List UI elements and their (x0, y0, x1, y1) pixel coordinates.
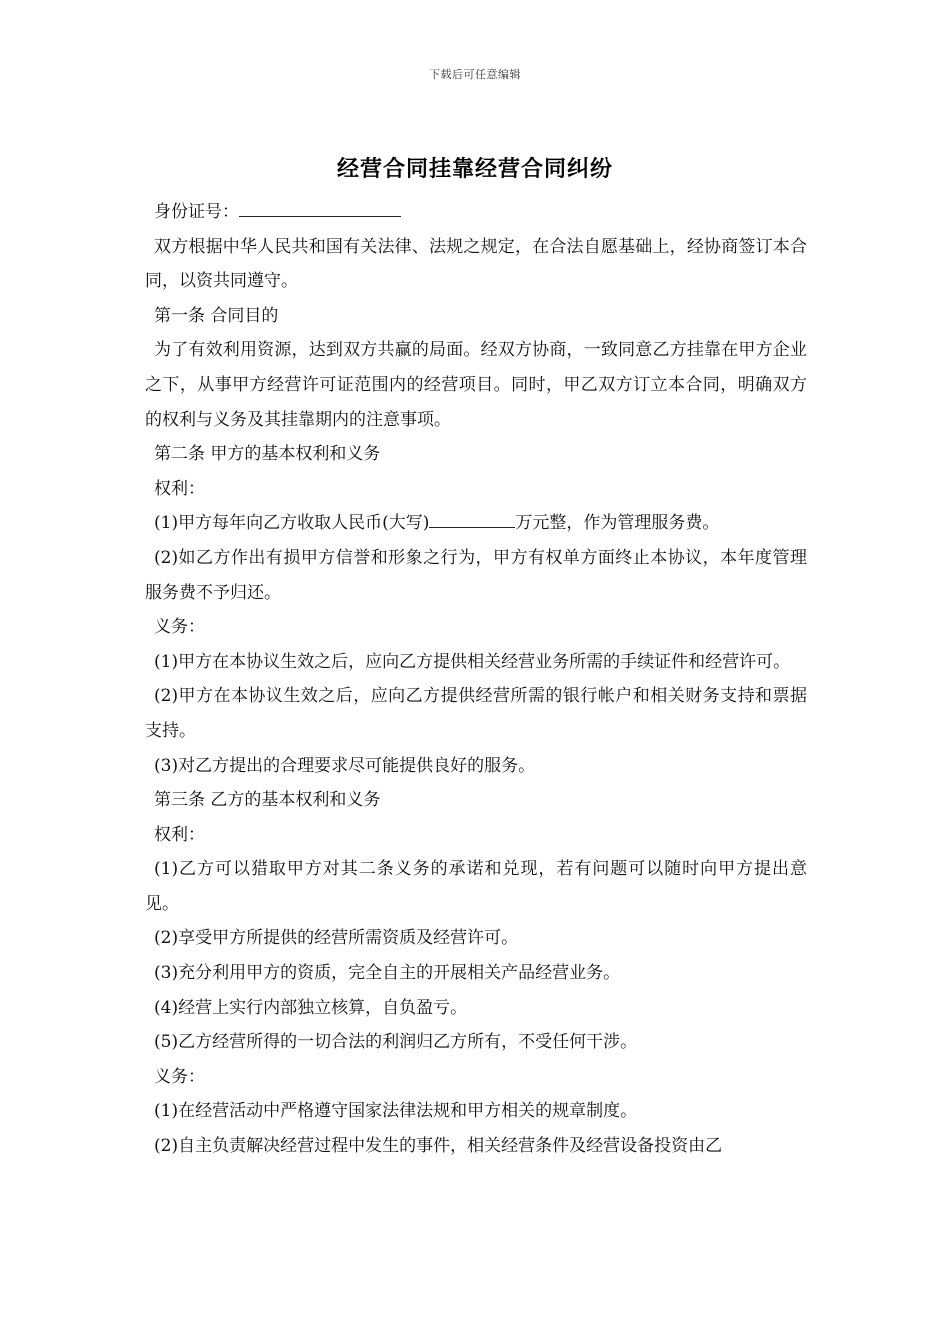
id-number-line (145, 195, 807, 230)
article-3-rights-label: 权利： (154, 824, 205, 845)
article-1-text: 为了有效利用资源，达到双方共赢的局面。经双方协商，一致同意乙方挂靠在甲方企业之下，从事甲方经营许可证范围内的经营项目。同时，甲乙双方订立本合同，明确双方的权利与义务及其挂靠期内的注意事项。 (145, 340, 807, 430)
article-2-duty-2: (2)甲方在本协议生效之后，应向乙方提供经营所需的银行帐户和相关财务支持和票据支持。 (145, 686, 807, 741)
article-1-heading: 第一条 合同目的 (154, 305, 279, 326)
intro-paragraph: 双方根据中华人民共和国有关法律、法规之规定，在合法自愿基础上，经协商签订本合同，以资共同遵守。 (145, 236, 807, 292)
article-3-duty-2: (2)自主负责解决经营过程中发生的事件，相关经营条件及经营设备投资由乙 (154, 1136, 723, 1157)
fee-amount-blank (429, 509, 515, 528)
header-note: 下载后可任意编辑 (429, 68, 521, 81)
article-2-duties-label: 义务： (154, 617, 205, 638)
article-3-right-4: (4)经营上实行内部独立核算，自负盈亏。 (154, 997, 468, 1018)
article-2-duty-3: (3)对乙方提出的合理要求尽可能提供良好的服务。 (154, 755, 536, 776)
article-2-duty-1: (1)甲方在本协议生效之后，应向乙方提供相关经营业务所需的手续证件和经营许可。 (154, 651, 791, 672)
id-number-blank (239, 198, 401, 217)
article-2-heading: 第二条 甲方的基本权利和义务 (154, 444, 381, 465)
article-3-right-5: (5)乙方经营所得的一切合法的利润归乙方所有，不受任何干涉。 (154, 1032, 638, 1053)
id-number-label: 身份证号： (154, 202, 239, 222)
article-2-right-1 (145, 506, 807, 541)
document-body (145, 195, 807, 1164)
article-3-right-1: (1)乙方可以猎取甲方对其二条义务的承诺和兑现，若有问题可以随时向甲方提出意见。 (145, 859, 807, 914)
article-3-right-2: (2)享受甲方所提供的经营所需资质及经营许可。 (154, 928, 519, 949)
article-2-right-1-pre: (1)甲方每年向乙方收取人民币(大写) (154, 513, 430, 534)
article-2-right-1-post: 万元整，作为管理服务费。 (515, 513, 720, 534)
article-3-duty-1: (1)在经营活动中严格遵守国家法律法规和甲方相关的规章制度。 (154, 1101, 638, 1122)
article-3-heading: 第三条 乙方的基本权利和义务 (154, 790, 381, 811)
article-2-rights-label: 权利： (154, 478, 205, 499)
article-2-right-2: (2)如乙方作出有损甲方信誉和形象之行为，甲方有权单方面终止本协议，本年度管理服务费不予归还。 (145, 547, 807, 603)
document-title: 经营合同挂靠经营合同纠纷 (336, 156, 613, 182)
article-3-duties-label: 义务： (154, 1066, 205, 1087)
article-3-right-3: (3)充分利用甲方的资质，完全自主的开展相关产品经营业务。 (154, 963, 621, 984)
